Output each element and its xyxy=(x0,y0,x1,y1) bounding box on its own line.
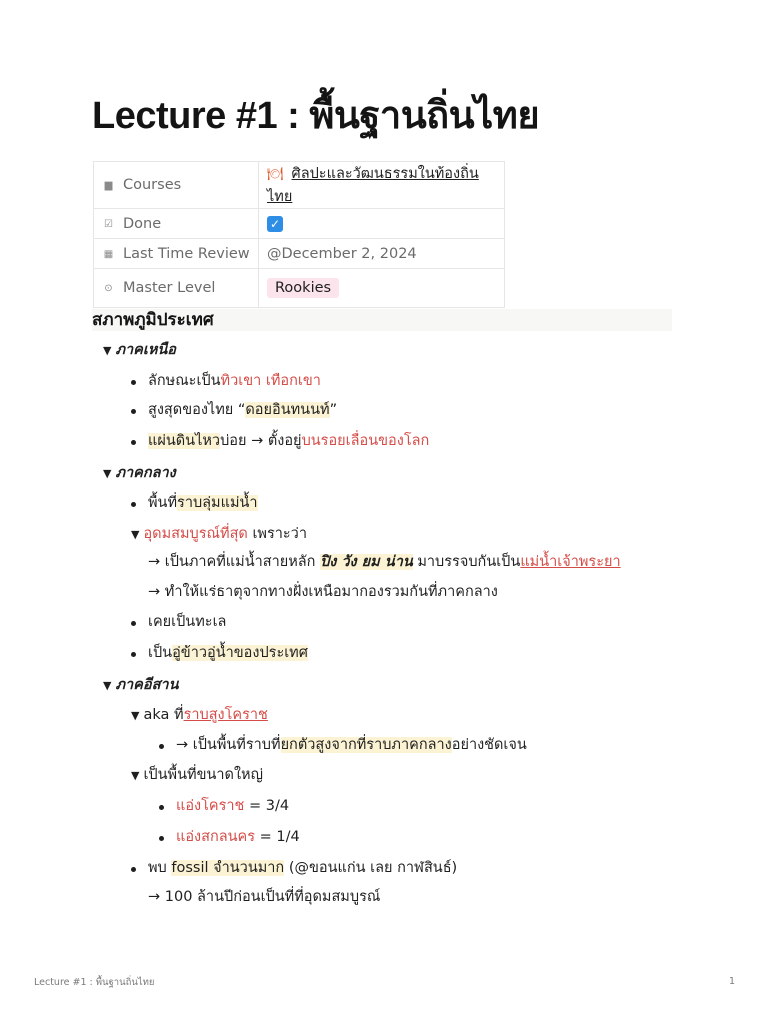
toggle-north[interactable]: ▼ ภาคเหนือ xyxy=(103,342,177,358)
section-heading: สภาพภูมิประเทศ xyxy=(92,309,672,331)
courses-label: Courses xyxy=(123,177,182,193)
done-label: Done xyxy=(123,215,162,232)
list-item: สูงสุดของไทย “ดอยอินทนนท์” xyxy=(148,402,338,418)
toggle-isan[interactable]: ▼ ภาคอีสาน xyxy=(103,677,179,693)
courses-property-icon: ▆ xyxy=(104,180,113,191)
toggle-central[interactable]: ▼ ภาคกลาง xyxy=(103,465,176,481)
list-item: พื้นที่ราบลุ่มแม่น้ำ xyxy=(148,495,258,511)
bullet-icon xyxy=(131,380,136,385)
select-icon: ⊙ xyxy=(104,283,113,294)
level-tag[interactable]: Rookies xyxy=(267,278,339,298)
bullet-icon xyxy=(159,836,164,841)
list-item: เป็นอู่ข้าวอู่น้ำของประเทศ xyxy=(148,645,308,661)
toggle-korat[interactable]: ▼ aka ที่ราบสูงโคราช xyxy=(131,707,268,723)
bullet-icon xyxy=(159,744,164,749)
list-item: แผ่นดินไหวบ่อย → ตั้งอยู่บนรอยเลื่อนของโลก xyxy=(148,433,430,449)
toggle-triangle-icon: ▼ xyxy=(131,709,140,722)
list-item: → เป็นภาคที่แม่น้ำสายหลัก ปิง วัง ยม น่าน มาบรรจบกันเป็นแม่น้ำเจ้าพระยา xyxy=(148,554,621,570)
toggle-triangle-icon: ▼ xyxy=(131,528,140,541)
bullet-icon xyxy=(131,409,136,414)
courses-link[interactable]: ศิลปะและวัฒนธรรมในท้องถิ่นไทย xyxy=(267,166,479,205)
review-date[interactable]: @December 2, 2024 xyxy=(259,239,505,269)
list-item: แอ่งสกลนคร = 1/4 xyxy=(176,829,300,845)
bullet-icon xyxy=(131,440,136,445)
bullet-icon xyxy=(131,867,136,872)
list-item: → 100 ล้านปีก่อนเป็นที่ที่อุดมสมบูรณ์ xyxy=(148,889,381,905)
page-number: 1 xyxy=(729,976,736,987)
bullet-icon xyxy=(131,621,136,626)
property-row-review xyxy=(94,239,505,269)
list-item: แอ่งโคราช = 3/4 xyxy=(176,798,290,814)
calendar-icon: ▦ xyxy=(103,248,114,260)
properties-table xyxy=(93,161,505,308)
checkbox-property-icon: ☑ xyxy=(104,218,113,230)
toggle-area[interactable]: ▼ เป็นพื้นที่ขนาดใหญ่ xyxy=(131,767,263,783)
list-item: → เป็นพื้นที่ราบที่ยกตัวสูงจากที่ราบภาคกลางอย่างชัดเจน xyxy=(176,737,527,753)
page-title: Lecture #1 : พื้นฐานถิ่นไทย xyxy=(92,95,540,137)
toggle-triangle-icon: ▼ xyxy=(103,679,112,692)
property-row-done xyxy=(94,209,505,239)
list-item: → ทำให้แร่ธาตุจากทางฝั่งเหนือมากองรวมกันที่ภาคกลาง xyxy=(148,584,498,600)
footer-title: Lecture #1 : พื้นฐานถิ่นไทย xyxy=(34,977,155,988)
property-row-level xyxy=(94,269,505,308)
list-item: ลักษณะเป็นทิวเขา เทือกเขา xyxy=(148,373,321,389)
bullet-icon xyxy=(131,502,136,507)
property-row-courses xyxy=(94,162,505,209)
done-checkbox[interactable]: ✓ xyxy=(267,216,283,232)
level-label: Master Level xyxy=(123,280,216,296)
toggle-triangle-icon: ▼ xyxy=(103,344,112,357)
review-label: Last Time Review xyxy=(123,245,250,262)
list-item: เคยเป็นทะเล xyxy=(148,614,227,630)
meal-icon: 🍽 xyxy=(267,167,284,182)
list-item: พบ fossil จำนวนมาก (@ขอนแก่น เลย กาฬสินธ์) xyxy=(148,860,458,876)
toggle-triangle-icon: ▼ xyxy=(131,769,140,782)
bullet-icon xyxy=(131,652,136,657)
toggle-fertile[interactable]: ▼ อุดมสมบูรณ์ที่สุด เพราะว่า xyxy=(131,526,307,542)
bullet-icon xyxy=(159,805,164,810)
toggle-triangle-icon: ▼ xyxy=(103,467,112,480)
